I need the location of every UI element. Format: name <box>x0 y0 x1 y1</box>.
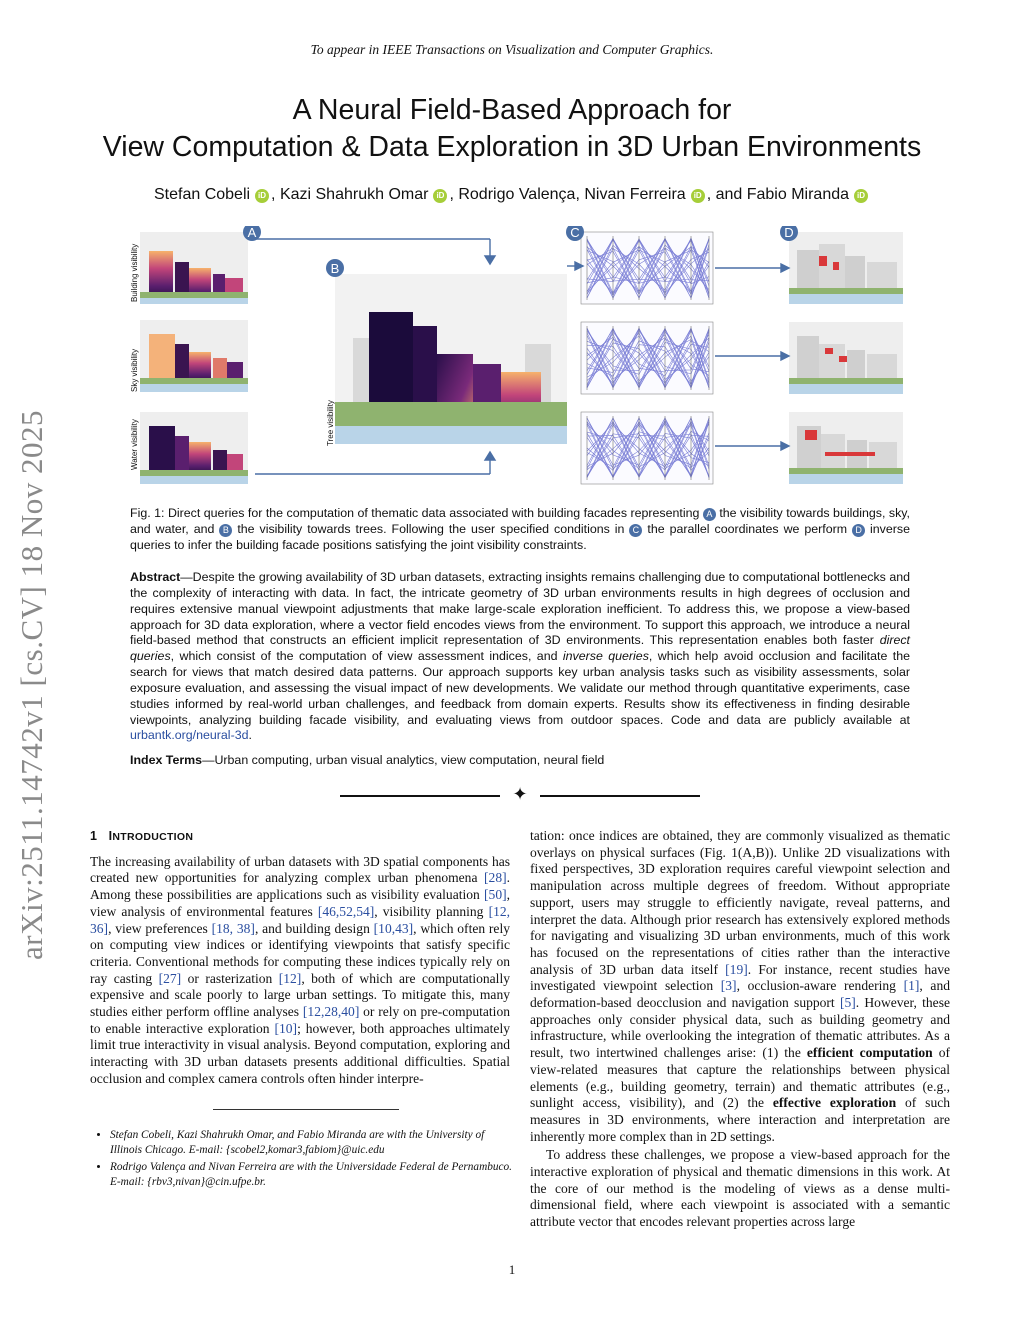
panel-d-results <box>789 232 903 484</box>
thumb-water-visibility <box>140 412 248 484</box>
caption-text-1: Fig. 1: Direct queries for the computation of thematic data associated with building facades representing <box>130 506 703 520</box>
abstract-text-2: , which consist of the computation of view assessment indices, and <box>170 649 563 664</box>
abstract <box>130 570 910 744</box>
text-run: of view-related measures that capture the relationships between physical elements (e.g., building geometry, terrain) and thematic attributes (e.g., sunlight access, visibility), and (2) the <box>530 1045 951 1111</box>
section-title-rest: NTRODUCTION <box>112 831 194 843</box>
citation-link[interactable]: [27] <box>158 970 182 986</box>
panel-a-label: A <box>247 226 257 240</box>
panel-b-label: B <box>330 261 340 276</box>
panel-a-thumbnails <box>140 232 248 484</box>
text-run: , view analysis of environmental features <box>90 887 510 919</box>
text-run: , view preferences <box>108 920 212 936</box>
section-heading-introduction <box>90 828 510 846</box>
author-name: Rodrigo Valença <box>458 186 576 203</box>
abstract-dash: — <box>180 570 193 584</box>
result-view-2 <box>789 322 903 394</box>
text-run: , both of which are computationally expensive and scale poorly to large urban settings. To mitigate this, many studies either perform offline analyses <box>90 970 510 1020</box>
column-right <box>530 828 950 1231</box>
text-run: , visibility planning <box>374 903 489 919</box>
footnote-ufpe: • Rodrigo Valença and Nivan Ferreira are with the Universidade Federal de Pernambuco. E-mail: {rbv3,nivan}@cin.ufpe.br. <box>110 1160 512 1190</box>
author-list <box>40 186 984 204</box>
author-separator: , <box>449 186 459 203</box>
author-separator: , <box>271 186 280 203</box>
panel-d-label: D <box>784 226 794 240</box>
index-terms-label: Index Terms <box>130 753 203 767</box>
citation-link[interactable]: [12,28,40] <box>302 1004 360 1020</box>
author-name: Stefan Cobeli <box>153 186 251 203</box>
caption-text-2: the visibility towards buildings, sky, and water, and <box>130 506 910 537</box>
citation-link[interactable]: [5] <box>839 995 856 1011</box>
caption-badge-b: B <box>219 524 232 537</box>
text-run: , and deformation-based deocclusion and navigation support <box>530 978 950 1011</box>
panel-labels <box>243 226 798 277</box>
intro-paragraph-2: To address these challenges, we propose a view-based approach for the interactive exploration of physical and thematic dimensions in this work. At the core of our method is the modeling of views as a dense multi-dimensional field, where each viewpoint is associated with a semantic attribute vector that encodes relevant properties across large <box>530 1147 950 1230</box>
text-run: , occlusion-aware rendering <box>736 978 904 994</box>
figure-caption <box>130 505 910 554</box>
citation-link[interactable]: [3] <box>720 978 737 994</box>
citation-link[interactable]: [10,43] <box>373 920 414 936</box>
bold-term: efficient computation <box>806 1045 933 1061</box>
citation-link[interactable]: [46,52,54] <box>317 903 375 919</box>
caption-badge-a: A <box>703 508 716 521</box>
index-terms-dash: — <box>202 753 215 767</box>
author-name: Fabio Miranda <box>746 186 850 203</box>
text-run: , and building design <box>254 920 374 936</box>
text-run: The increasing availability of urban datasets with 3D spatial components has created new opportunities for analyzing complex urban phenomena <box>90 853 510 886</box>
citation-link[interactable]: [12, 36] <box>90 903 511 936</box>
abstract-text-1: Despite the growing availability of 3D urban datasets, extracting insights remains challenging due to computational bottlenecks and the complexity of interacting with data. In fact, the intricate geometry of 3D urban environments results in high degrees of occlusion and requires extensive manual viewpoint adjustments that make large-scale exploration inefficient. To address this, we propose a view-based approach for 3D data exploration, where a vector field encodes views from the environment. To support this approach, we introduce a neural field-based method that constructs an efficient implicit representation of 3D environments. This representation enables both faster <box>130 570 910 648</box>
caption-text-3: the visibility towards trees. Following the user specified conditions in <box>232 522 630 537</box>
author-separator: , and <box>706 186 747 203</box>
page-number: 1 <box>508 1262 516 1277</box>
index-terms-text: Urban computing, urban visual analytics, view computation, neural field <box>214 753 605 767</box>
arxiv-identifier: arXiv:2511.14742v1 [cs.CV] 18 Nov 2025 <box>14 410 49 960</box>
orcid-icon[interactable]: iD <box>854 189 868 203</box>
footnotes <box>92 1128 512 1192</box>
author-name: Nivan Ferreira <box>584 186 686 203</box>
text-run: . For instance, recent studies have investigated viewpoint selection <box>530 961 950 994</box>
panel-c-label: C <box>570 226 580 240</box>
intro-paragraph-1-cont <box>530 828 950 1145</box>
orcid-icon[interactable]: iD <box>691 189 705 203</box>
citation-link[interactable]: [19] <box>725 961 748 977</box>
divider-star-icon: ✦ <box>512 784 528 805</box>
code-data-link[interactable]: urbantk.org/neural-3d <box>130 728 249 743</box>
abstract-em-direct-queries: direct queries <box>130 633 910 664</box>
caption-text-4: the parallel coordinates we perform <box>642 522 853 537</box>
footnote-rule <box>213 1109 399 1110</box>
orcid-icon[interactable]: iD <box>433 189 447 203</box>
text-run: or rely on pre-computation to enable interactive exploration <box>90 1004 510 1036</box>
author-name: Kazi Shahrukh Omar <box>279 186 429 203</box>
abstract-end: . <box>248 728 252 743</box>
thumb-building-visibility <box>140 232 248 304</box>
teaser-figure <box>125 226 915 502</box>
paper-title <box>40 92 984 166</box>
panel-c-parallel-coordinates <box>581 232 713 484</box>
abstract-em-inverse-queries: inverse queries <box>562 649 649 664</box>
title-line-1: A Neural Field-Based Approach for <box>292 94 732 126</box>
thumb-sky-visibility <box>140 320 248 392</box>
result-view-1 <box>789 232 903 304</box>
text-run: of such measures in 3D environments, where interaction and interpretation are inherently more complex than in 2D settings. <box>530 1095 950 1144</box>
text-run: . However, these approaches only consider physical data, such as building geometry and infrastructure, while overlooking the integration of thematic attributes. As a result, two intertwined challenges arise: (1) the <box>530 995 950 1061</box>
caption-text-5: inverse queries to infer the building facade positions satisfying the joint visibility constraints. <box>130 522 910 553</box>
caption-badge-c: C <box>629 524 642 537</box>
section-divider <box>340 786 700 806</box>
row-label-water: Water visibility <box>130 419 139 470</box>
citation-link[interactable]: [1] <box>903 978 920 994</box>
citation-link[interactable]: [18, 38] <box>211 920 255 936</box>
citation-link[interactable]: [10] <box>274 1020 298 1036</box>
index-terms <box>130 752 910 768</box>
panel-b-render <box>335 274 567 444</box>
citation-link[interactable]: [50] <box>484 887 507 903</box>
caption-badge-d: D <box>852 524 865 537</box>
footnote-uic: • Stefan Cobeli, Kazi Shahrukh Omar, and Fabio Miranda are with the University of Illinois Chicago. E-mail: {scobel2,komar3,fabiom}@uic.edu <box>110 1128 512 1158</box>
abstract-text-3: , which help avoid occlusion and facilitate the search for views that match desired data patterns. Our approach supports key urban analysis tasks such as visibility assessments, solar exposure evaluation, and assessing the visual impact of new developments. We validate our method through quantitative experiments, case studies informed by real-world urban challenges, and feedback from domain experts. Results show its effectiveness in finding desirable viewpoints, analyzing building facade visibility, and evaluating views from outdoor spaces. Code and data are publicly available at <box>130 649 910 727</box>
row-label-sky: Sky visibility <box>130 348 139 392</box>
text-run: ; however, both approaches ultimately limit true interactivity in visual analysis. Beyond computation, exploring and interacting with 3D urban datasets presents additional difficulties. Spatial occlusion and complex camera controls often hinder interpre- <box>90 1020 510 1086</box>
section-title-first: I <box>108 829 113 843</box>
bold-term: effective exploration <box>772 1095 897 1111</box>
running-header: To appear in IEEE Transactions on Visualization and Computer Graphics. <box>310 42 714 57</box>
author-separator: , <box>575 186 585 203</box>
column-left <box>90 828 510 1088</box>
row-label-tree: Tree visibility <box>326 400 335 446</box>
title-line-2: View Computation & Data Exploration in 3D Urban Environments <box>102 131 922 163</box>
abstract-label: Abstract <box>130 570 181 584</box>
row-label-building: Building visibility <box>130 243 139 302</box>
text-run: or rasterization <box>181 970 279 986</box>
text-run: tation: once indices are obtained, they are commonly visualized as thematic overlays on physical surfaces (Fig. 1(A,B)). Unlike 2D visualizations with fixed perspectives, 3D exploration requires careful viewpoint selection and manipulation across multiple degrees of freedom. Without appropriate support, users may struggle to efficiently navigate, reveal patterns, and interpret the data. Although prior research has extensively explored methods for navigating and visualizing 3D urban environments, much of this work has focused on the representations of cities rather than the interactive analysis of 3D urban data itself <box>530 828 950 977</box>
citation-link[interactable]: [12] <box>278 970 302 986</box>
section-number: 1 <box>90 829 98 843</box>
citation-link[interactable]: [28] <box>484 870 507 886</box>
intro-paragraph-1 <box>90 854 510 1088</box>
text-run: . Among these possibilities are applications such as visibility evaluation <box>90 870 510 903</box>
orcid-icon[interactable]: iD <box>255 189 269 203</box>
text-run: , which often rely on computing view indices or identifying viewpoints that satisfy specific criteria. Conventional methods for computing these indices typically rely on ray casting <box>90 920 510 986</box>
result-view-3 <box>789 412 903 484</box>
